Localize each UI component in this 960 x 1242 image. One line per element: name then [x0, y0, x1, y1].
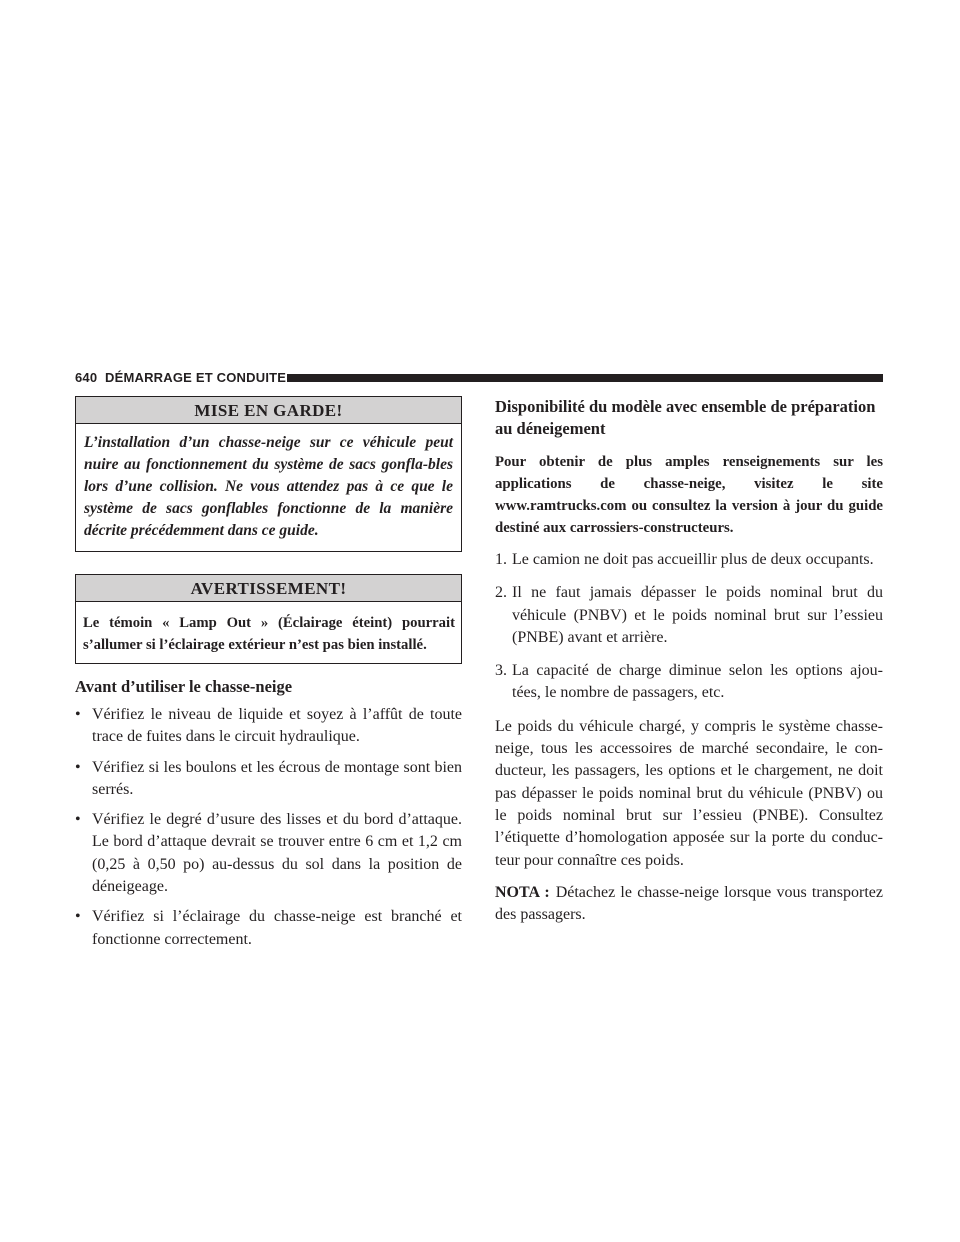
note [495, 882, 883, 927]
list-item [495, 549, 883, 571]
list-item-text: Vérifiez si les boulons et les écrous de montage sont bien serrés. [92, 758, 462, 798]
right-column [495, 396, 883, 926]
step-number: 3. [495, 662, 507, 680]
list-item [75, 809, 462, 898]
step-text: Il ne faut jamais dépasser le poids nominal brut du véhicule (PNBV) et le poids nominal brut sur l’essieu (PNBE) avant et arrière. [512, 584, 883, 646]
warning-box [75, 574, 462, 664]
step-text: Le camion ne doit pas accueillir plus de deux occupants. [512, 551, 874, 568]
list-item [75, 757, 462, 802]
list-item [75, 906, 462, 951]
list-item-text: Vérifiez si l’éclairage du chasse-neige est branché et fonctionne correctement. [92, 908, 462, 948]
weight-paragraph: Le poids du véhicule chargé, y compris le système chasse-neige, tous les accessoires de marché secondaire, le con-ducteur, les passagers, les options et le chargement, ne doit pas dépasser le poids nominal brut du véhicule (PNBV) ou le poids nominal brut sur l’essieu (PNBE). Consultez l’étiquette d’homologation apposée sur la porte du conduc-teur pour connaître ces poids. [495, 717, 883, 869]
list-item [495, 582, 883, 649]
note-text: Détachez le chasse-neige lorsque vous transportez des passagers. [495, 883, 883, 924]
page-number: 640 [75, 370, 98, 385]
caution-title: MISE EN GARDE! [76, 397, 461, 424]
intro-paragraph: Pour obtenir de plus amples renseignements sur les applications de chasse-neige, visitez le site www.ramtrucks.com ou consultez la version à jour du guide destiné aux carrossiers-constructeurs. [495, 454, 883, 536]
left-column [75, 396, 462, 959]
header-rule [287, 374, 883, 382]
warning-text: Le témoin « Lamp Out » (Éclairage éteint) pourrait s’allumer si l’éclairage extérieur n’est pas bien installé. [83, 615, 455, 653]
note-label: NOTA : [495, 883, 550, 901]
checklist [75, 704, 462, 951]
list-item [75, 704, 462, 749]
numbered-list [495, 549, 883, 705]
step-text: La capacité de charge diminue selon les options ajou-tées, le nombre de passagers, etc. [512, 662, 883, 702]
right-heading: Disponibilité du modèle avec ensemble de préparation au déneigement [495, 397, 876, 438]
warning-title: AVERTISSEMENT! [76, 575, 461, 602]
step-number: 2. [495, 584, 507, 602]
step-number: 1. [495, 551, 507, 568]
page-header [75, 370, 883, 386]
caution-box [75, 396, 462, 552]
list-item-text: Vérifiez le niveau de liquide et soyez à l’affût de toute trace de fuites dans le circuit hydraulique. [92, 706, 462, 746]
list-item [495, 660, 883, 705]
bullet-icon: • [75, 758, 81, 776]
left-heading: Avant d’utiliser le chasse-neige [75, 677, 293, 696]
section-title: DÉMARRAGE ET CONDUITE [105, 370, 287, 385]
list-item-text: Vérifiez le degré d’usure des lisses et du bord d’attaque. Le bord d’attaque devrait se trouver entre 6 cm et 1,2 cm (0,25 à 0,50 po) au-dessus du sol dans la position de déneigeage. [92, 811, 462, 896]
caution-text: L’installation d’un chasse-neige sur ce véhicule peut nuire au fonctionnement du système de sacs gonfla-bles lors d’une collision. Ne vous attendez pas à ce que le système de sacs gonflables fonctionne de la manière décrite précédemment dans ce guide. [84, 434, 453, 539]
bullet-icon: • [75, 908, 81, 926]
bullet-icon: • [75, 811, 81, 829]
bullet-icon: • [75, 706, 81, 723]
